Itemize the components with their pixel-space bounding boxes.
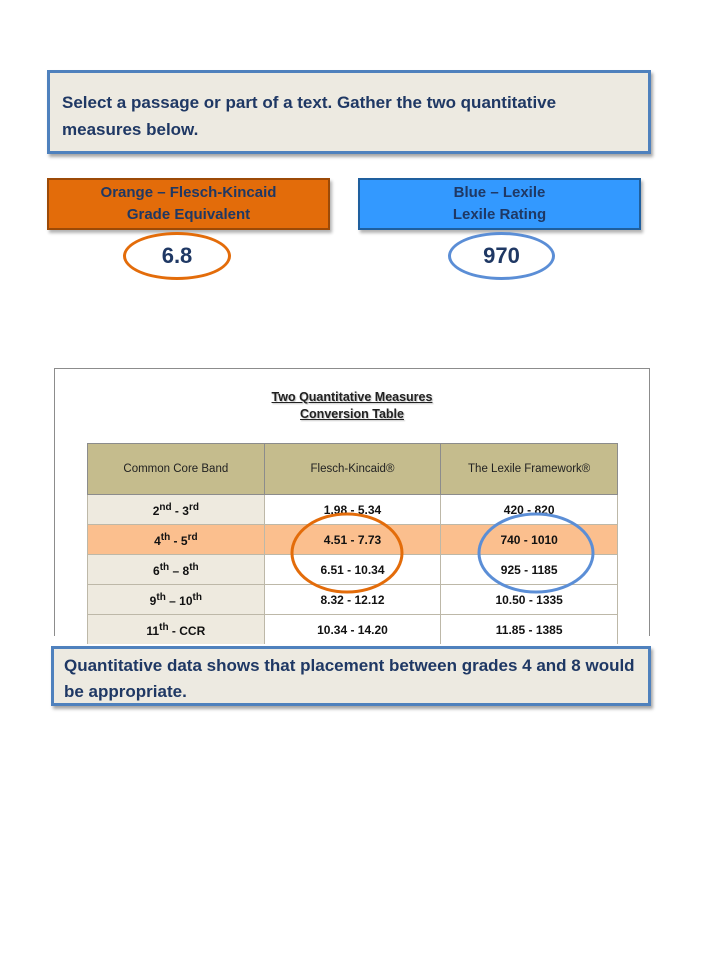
fk-cell: 10.34 - 14.20: [264, 615, 441, 645]
lexile-value: 970: [448, 232, 555, 280]
band-cell: 4th - 5rd: [88, 525, 265, 555]
band-cell: 2nd - 3rd: [88, 495, 265, 525]
lexile-cell: 420 - 820: [441, 495, 618, 525]
conclusion-text: Quantitative data shows that placement between grades 4 and 8 would be appropriate.: [64, 656, 635, 701]
fk-cell: 8.32 - 12.12: [264, 585, 441, 615]
table-title-line1: Two Quantitative Measures: [271, 390, 433, 404]
table-row: [88, 615, 618, 645]
fk-cell: 4.51 - 7.73: [264, 525, 441, 555]
lexile-label-line2: Lexile Rating: [452, 206, 547, 223]
instruction-text: Select a passage or part of a text. Gather the two quantitative measures below.: [62, 93, 557, 139]
flesch-kincaid-label: [47, 178, 330, 230]
table-row: [88, 555, 618, 585]
header-common-core-band: Common Core Band: [88, 444, 265, 495]
fk-cell: 6.51 - 10.34: [264, 555, 441, 585]
header-lexile: The Lexile Framework®: [441, 444, 618, 495]
lexile-cell: 11.85 - 1385: [441, 615, 618, 645]
fk-cell: 1.98 - 5.34: [264, 495, 441, 525]
lexile-cell: 740 - 1010: [441, 525, 618, 555]
conclusion-box: [51, 646, 651, 706]
table-row: [88, 585, 618, 615]
table-title: [55, 389, 649, 423]
flesch-kincaid-value: 6.8: [123, 232, 231, 280]
band-cell: 11th - CCR: [88, 615, 265, 645]
band-cell: 6th – 8th: [88, 555, 265, 585]
conversion-table: [87, 443, 618, 644]
conversion-table-panel: [54, 368, 650, 636]
band-cell: 9th – 10th: [88, 585, 265, 615]
instruction-box: [47, 70, 651, 154]
table-row-highlighted: [88, 525, 618, 555]
header-flesch-kincaid: Flesch-Kincaid®: [264, 444, 441, 495]
table-header-row: [88, 444, 618, 495]
lexile-label-line1: Blue – Lexile: [453, 184, 546, 201]
lexile-label: [358, 178, 641, 230]
lexile-cell: 925 - 1185: [441, 555, 618, 585]
table-row: [88, 495, 618, 525]
flesch-kincaid-label-line2: Grade Equivalent: [126, 206, 251, 223]
flesch-kincaid-label-line1: Orange – Flesch-Kincaid: [100, 184, 277, 201]
table-title-line2: Conversion Table: [300, 407, 404, 421]
lexile-cell: 10.50 - 1335: [441, 585, 618, 615]
